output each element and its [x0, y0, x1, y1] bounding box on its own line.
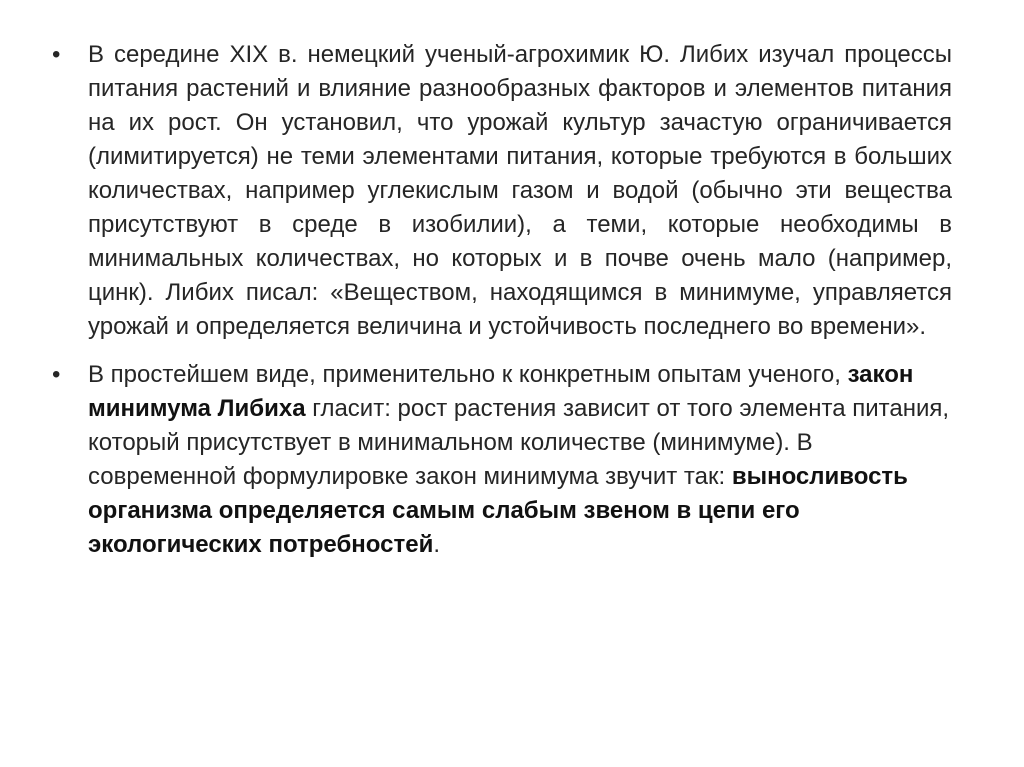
- bullet-item-law-of-minimum: [50, 358, 952, 562]
- paragraph2-text-end: .: [433, 531, 440, 558]
- bullet-item-liebig-research: [50, 38, 952, 344]
- paragraph2-text-part1: В простейшем виде, применительно к конкретным опытам ученого,: [88, 361, 848, 388]
- bullet-list: [50, 38, 952, 562]
- bullet-dot-icon: •: [52, 41, 61, 68]
- modern-formulation: выносливость организма определяется самым слабым звеном в цепи его экологических потребностей: [88, 463, 908, 558]
- bullet-dot-icon: •: [52, 361, 61, 388]
- paragraph2-text-part2: гласит: рост растения зависит от того элемента питания, который присутствует в минимальном количестве (минимуме). В современной формулировке закон минимума звучит так:: [88, 395, 950, 490]
- paragraph-law-of-minimum: [88, 358, 952, 562]
- paragraph-liebig-research: В середине XIX в. немецкий ученый-агрохимик Ю. Либих изучал процессы питания растений и влияние разнообразных факторов и элементов питания на их рост. Он установил, что урожай культур зачастую ограничивается (лимитируется) не теми элементами питания, которые требуются в больших количествах, например углекислым газом и водой (обычно эти вещества присутствуют в среде в изобилии), а теми, которые необходимы в минимальных количествах, но которых и в почве очень мало (например, цинк). Либих писал: «Веществом, находящимся в минимуме, управляется урожай и определяется величина и устойчивость последнего во времени».: [88, 41, 952, 340]
- term-law-of-minimum: закон минимума Либиха: [88, 361, 914, 422]
